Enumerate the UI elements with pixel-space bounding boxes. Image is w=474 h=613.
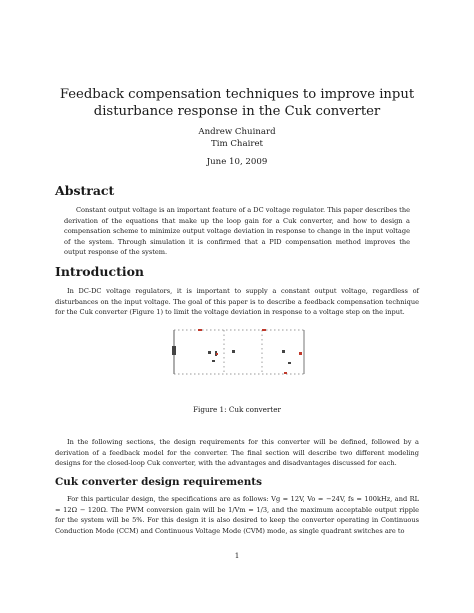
introduction-paragraph: In DC-DC voltage regulators, it is important to supply a constant output voltage, regardless of disturbances on the input voltage. The goal of this paper is to describe a feedback compensation technique for the Cuk converter (Figure 1) to limit the voltage deviation in response to a voltage step on the input. bbox=[55, 287, 419, 317]
publication-date: June 10, 2009 bbox=[206, 157, 268, 167]
abstract-text: Constant output voltage is an important feature of a DC voltage regulator. This paper describes the derivation of the equations that make up the loop gain for a Cuk converter, and how to design a compensation scheme to minimize output voltage deviation in response to change in the input voltage of the system. Through simulation it is confirmed that a PID compensation method improves the output response of the system. bbox=[64, 206, 410, 257]
introduction-paragraph: In the following sections, the design requirements for this converter will be defined, followed by a derivation of a feedback model for the converter. The final section will describe two different modeling designs for the closed-loop Cuk converter, with the advantages and disadvantages discussed for each. bbox=[55, 438, 419, 468]
design-requirements-text: For this particular design, the specifications are as follows: Vg = 12V, Vo = −24V, fs = 100kHz, and RL = 12Ω − 120Ω. The PWM conversion gain will be 1/Vm = 1/3, and the maximum acceptable output ripple for the system will be 5%. For this design it is also desired to keep the converter operating in Continuous Conduction Mode (CCM) and Continuous Voltage Mode (CVM) mode, as single quadrant switches are to bbox=[55, 495, 419, 535]
author-name: Andrew Chuinard bbox=[198, 127, 276, 137]
page-number: 1 bbox=[234, 551, 240, 560]
design-requirements-heading: Cuk converter design requirements bbox=[55, 476, 262, 488]
paper-title: Feedback compensation techniques to improve input disturbance response in the Cuk converter bbox=[59, 87, 415, 119]
figure-caption: Figure 1: Cuk converter bbox=[193, 405, 281, 414]
circuit-diagram bbox=[164, 322, 310, 380]
cuk-converter-figure bbox=[164, 322, 310, 380]
author-name: Tim Chairet bbox=[211, 139, 263, 149]
introduction-heading: Introduction bbox=[55, 264, 145, 279]
abstract-heading: Abstract bbox=[55, 183, 115, 198]
